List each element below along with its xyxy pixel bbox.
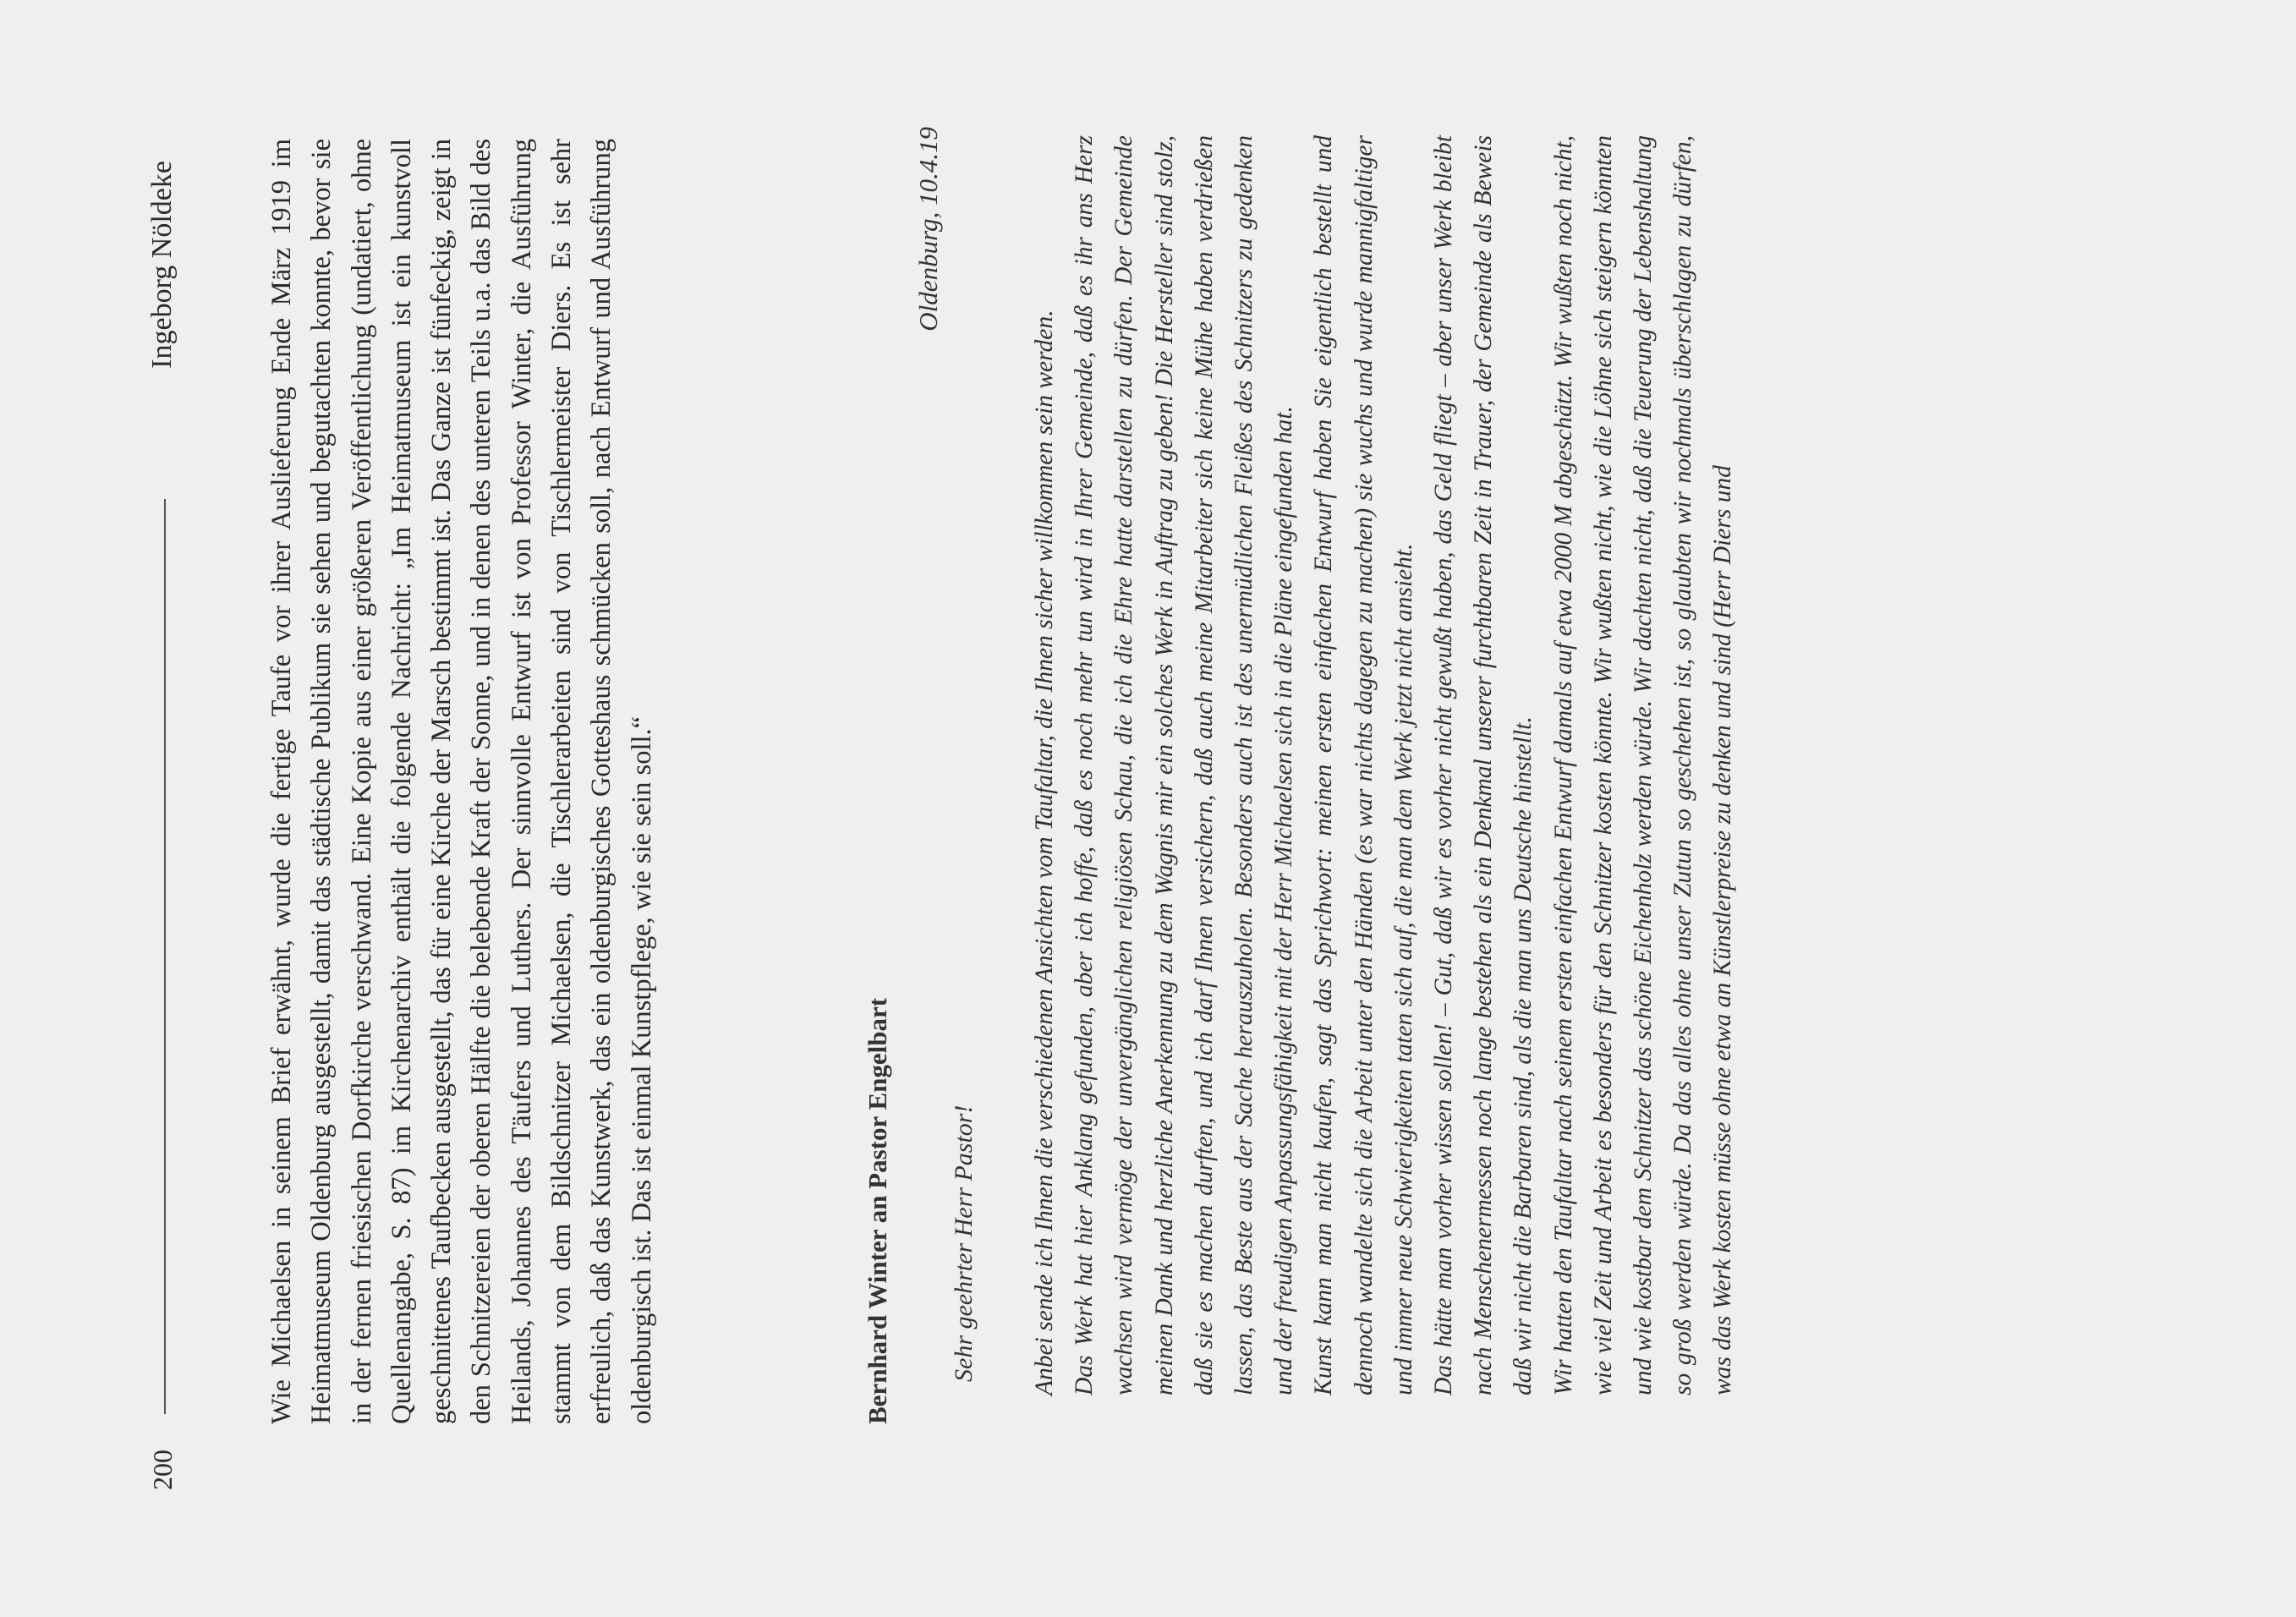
header-rule (164, 499, 166, 1414)
letter-place-date: Oldenburg, 10.4.19 (913, 127, 943, 332)
page-number: 200 (147, 1450, 178, 1490)
letter-salutation: Sehr geehrter Herr Pastor! (950, 1104, 978, 1382)
letter-paragraph: Kunst kann man nicht kaufen, sagt das Sprichwort: meinen ersten einfachen Entwurf haben Sie eigentlich bestellt und dennoch wandelte sich die Arbeit unter den Händen (es war nichts dagegen zu machen) sie wuchs und wurde mannigfaltiger und immer neue Schwierigkeiten taten sich auf, die man dem Werk jetzt nicht ansieht. (1310, 135, 1417, 1395)
letter-paragraph: Das Werk hat hier Anklang gefunden, aber ich hoffe, daß es noch mehr tun wird in Ihrer Gemeinde, daß es ihr ans Herz wachsen wird vermöge der unvergänglichen religiösen Schau, die ich die Ehre hatte darstellen zu dürfen. Der Gemeinde meinen Dank und herzliche Anerkennung zu dem Wagnis mir ein solches Werk in Auftrag zu geben! Die Hersteller sind stolz, daß sie es machen durften, und ich darf Ihnen versichern, daß auch meine Mitarbeiter sich keine Mühe haben verdrießen lassen, das Beste aus der Sache herauszuholen. Besonders auch ist des unermüdlichen Fleißes des Schnitzers zu gedenken und der freudigen Anpassungsfähigkeit mit der Herr Michaelsen sich in die Pläne eingefunden hat. (1071, 135, 1298, 1395)
letter-paragraph: Das hätte man vorher wissen sollen! – Gut, daß wir es vorher nicht gewußt haben, das Geld fliegt – aber unser Werk bleibt nach Menschenermessen noch lange bestehen als ein Denkmal unserer furchtbaren Zeit in Trauer, der Gemeinde als Beweis daß wir nicht die Barbaren sind, als die man uns Deutsche hinstellt. (1430, 135, 1537, 1395)
body-text (262, 139, 662, 1424)
running-head (145, 161, 179, 1490)
letter-body (1025, 135, 1744, 1395)
letter-heading: Bernhard Winter an Pastor Engelbart (863, 997, 892, 1424)
letter-paragraph: Anbei sende ich Ihnen die verschiedenen Ansichten vom Taufaltar, die Ihnen sicher willkommen sein werden. (1031, 310, 1058, 1395)
body-paragraph: Wie Michaelsen in seinem Brief erwähnt, wurde die fertige Taufe vor ihrer Auslieferung Ende März 1919 im Heimatmuseum Oldenburg ausgestellt, damit das städtische Publikum sie sehen und begutachten konnte, bevor sie in der fernen friesischen Dorfkirche verschwand. Eine Kopie aus einer größeren Veröffentlichung (undatiert, ohne Quellenangabe, S. 87) im Kirchenarchiv enthält die folgende Nachricht: „Im Heimatmuseum ist ein kunstvoll geschnittenes Taufbecken ausgestellt, das für eine Kirche der Marsch bestimmt ist. Das Ganze ist fünfeckig, zeigt in den Schnitzereien der oberen Hälfte die belebende Kraft der Sonne, und in denen des unteren Teils u.a. das Bild des Heilands, Johannes des Täufers und Luthers. Der sinnvolle Entwurf ist von Professor Winter, die Ausführung stammt von dem Bildschnitzer Michaelsen, die Tischlerarbeiten sind von Tischlermeister Diers. Es ist sehr erfreulich, daß das Kunstwerk, das ein oldenburgisches Gotteshaus schmücken soll, nach Entwurf und Ausführung oldenburgisch ist. Das ist einmal Kunstpflege, wie sie sein soll.“ (266, 139, 657, 1424)
author-name: Ingeborg Nöldeke (146, 161, 178, 369)
letter-paragraph: Wir hatten den Taufaltar nach seinem ersten einfachen Entwurf damals auf etwa 2000 M abgeschätzt. Wir wußten noch nicht, wie viel Zeit und Arbeit es besonders für den Schnitzer kosten könnte. Wir wußten nicht, wie die Löhne sich steigern könnten und wie kostbar dem Schnitzer das schöne Eichenholz werden würde. Wir dachten nicht, daß die Teuerung der Lebenshaltung so groß werden würde. Da das alles ohne unser Zutun so geschehen ist, so glaubten wir nochmals überschlagen zu dürfen, was das Werk kosten müsse ohne etwa an Künstlerpreise zu denken und sind (Herr Diers und (1549, 135, 1737, 1395)
